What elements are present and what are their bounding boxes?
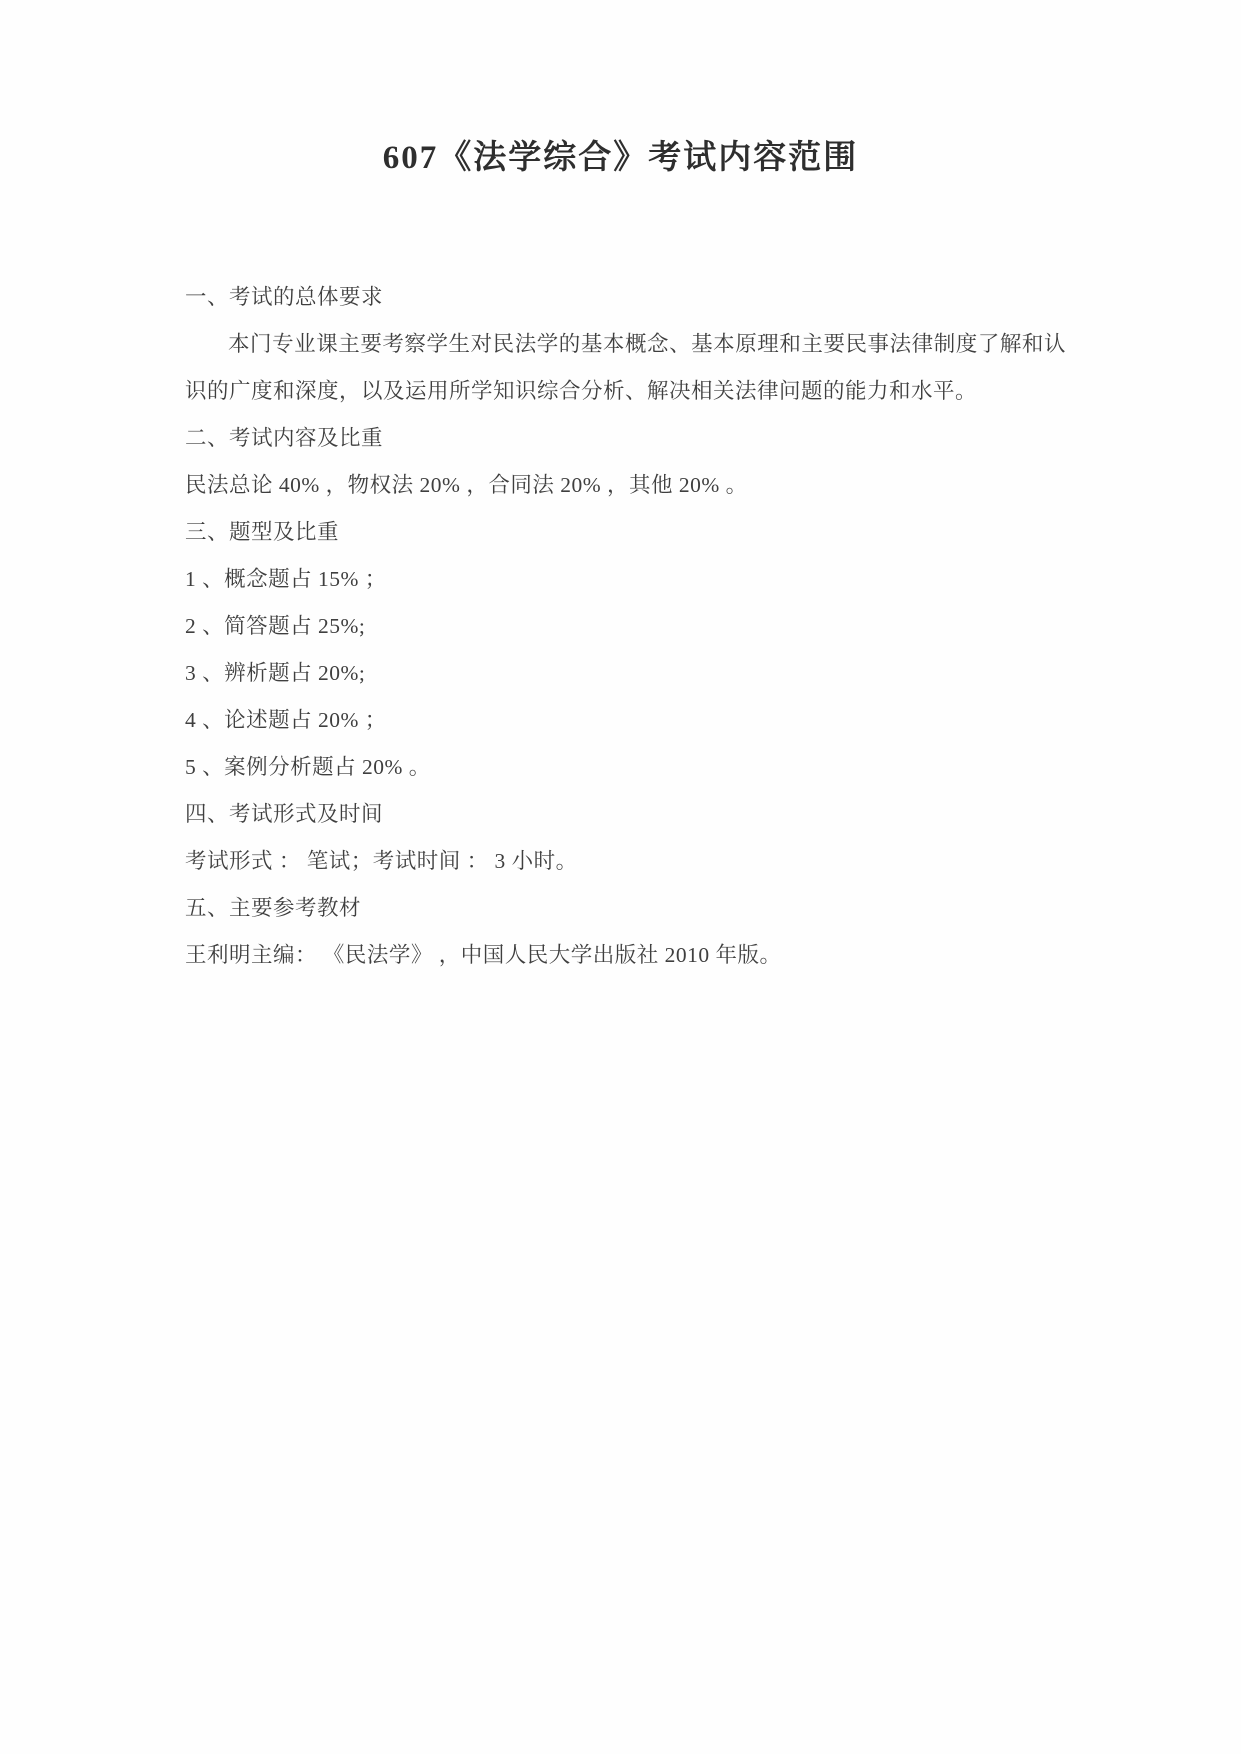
section-5-content-reference: 王利明主编： 《民法学》 ，中国人民大学出版社 2010 年版。 xyxy=(185,943,782,967)
section-2-heading: 二、考试内容及比重 xyxy=(185,426,384,450)
section-5-heading: 五、主要参考教材 xyxy=(185,896,362,920)
section-3-heading: 三、题型及比重 xyxy=(185,520,340,544)
section-1-paragraph: 本门专业课主要考察学生对民法学的基本概念、基本原理和主要民事法律制度了解和认识的广度和深度，以及运用所学知识综合分析、解决相关法律问题的能力和水平。 xyxy=(185,332,1066,403)
section-4-heading: 四、考试形式及时间 xyxy=(185,802,384,826)
section-1-heading: 一、考试的总体要求 xyxy=(185,285,384,309)
document-title: 607《法学综合》考试内容范围 xyxy=(382,140,859,176)
document-body xyxy=(185,274,1066,979)
question-type-item-5: 5 、案例分析题占 20% 。 xyxy=(185,755,431,779)
section-4-content-format-time: 考试形式 ： 笔试；考试时间 ： 3 小时。 xyxy=(185,849,578,873)
question-type-item-3: 3 、辨析题占 20%; xyxy=(185,661,366,685)
question-type-item-2: 2 、简答题占 25%; xyxy=(185,614,366,638)
question-type-item-1: 1 、概念题占 15% ； xyxy=(185,567,387,591)
question-type-item-4: 4 、论述题占 20% ； xyxy=(185,708,387,732)
section-2-content-weights: 民法总论 40% ，物权法 20% ，合同法 20% ，其他 20% 。 xyxy=(185,473,748,497)
